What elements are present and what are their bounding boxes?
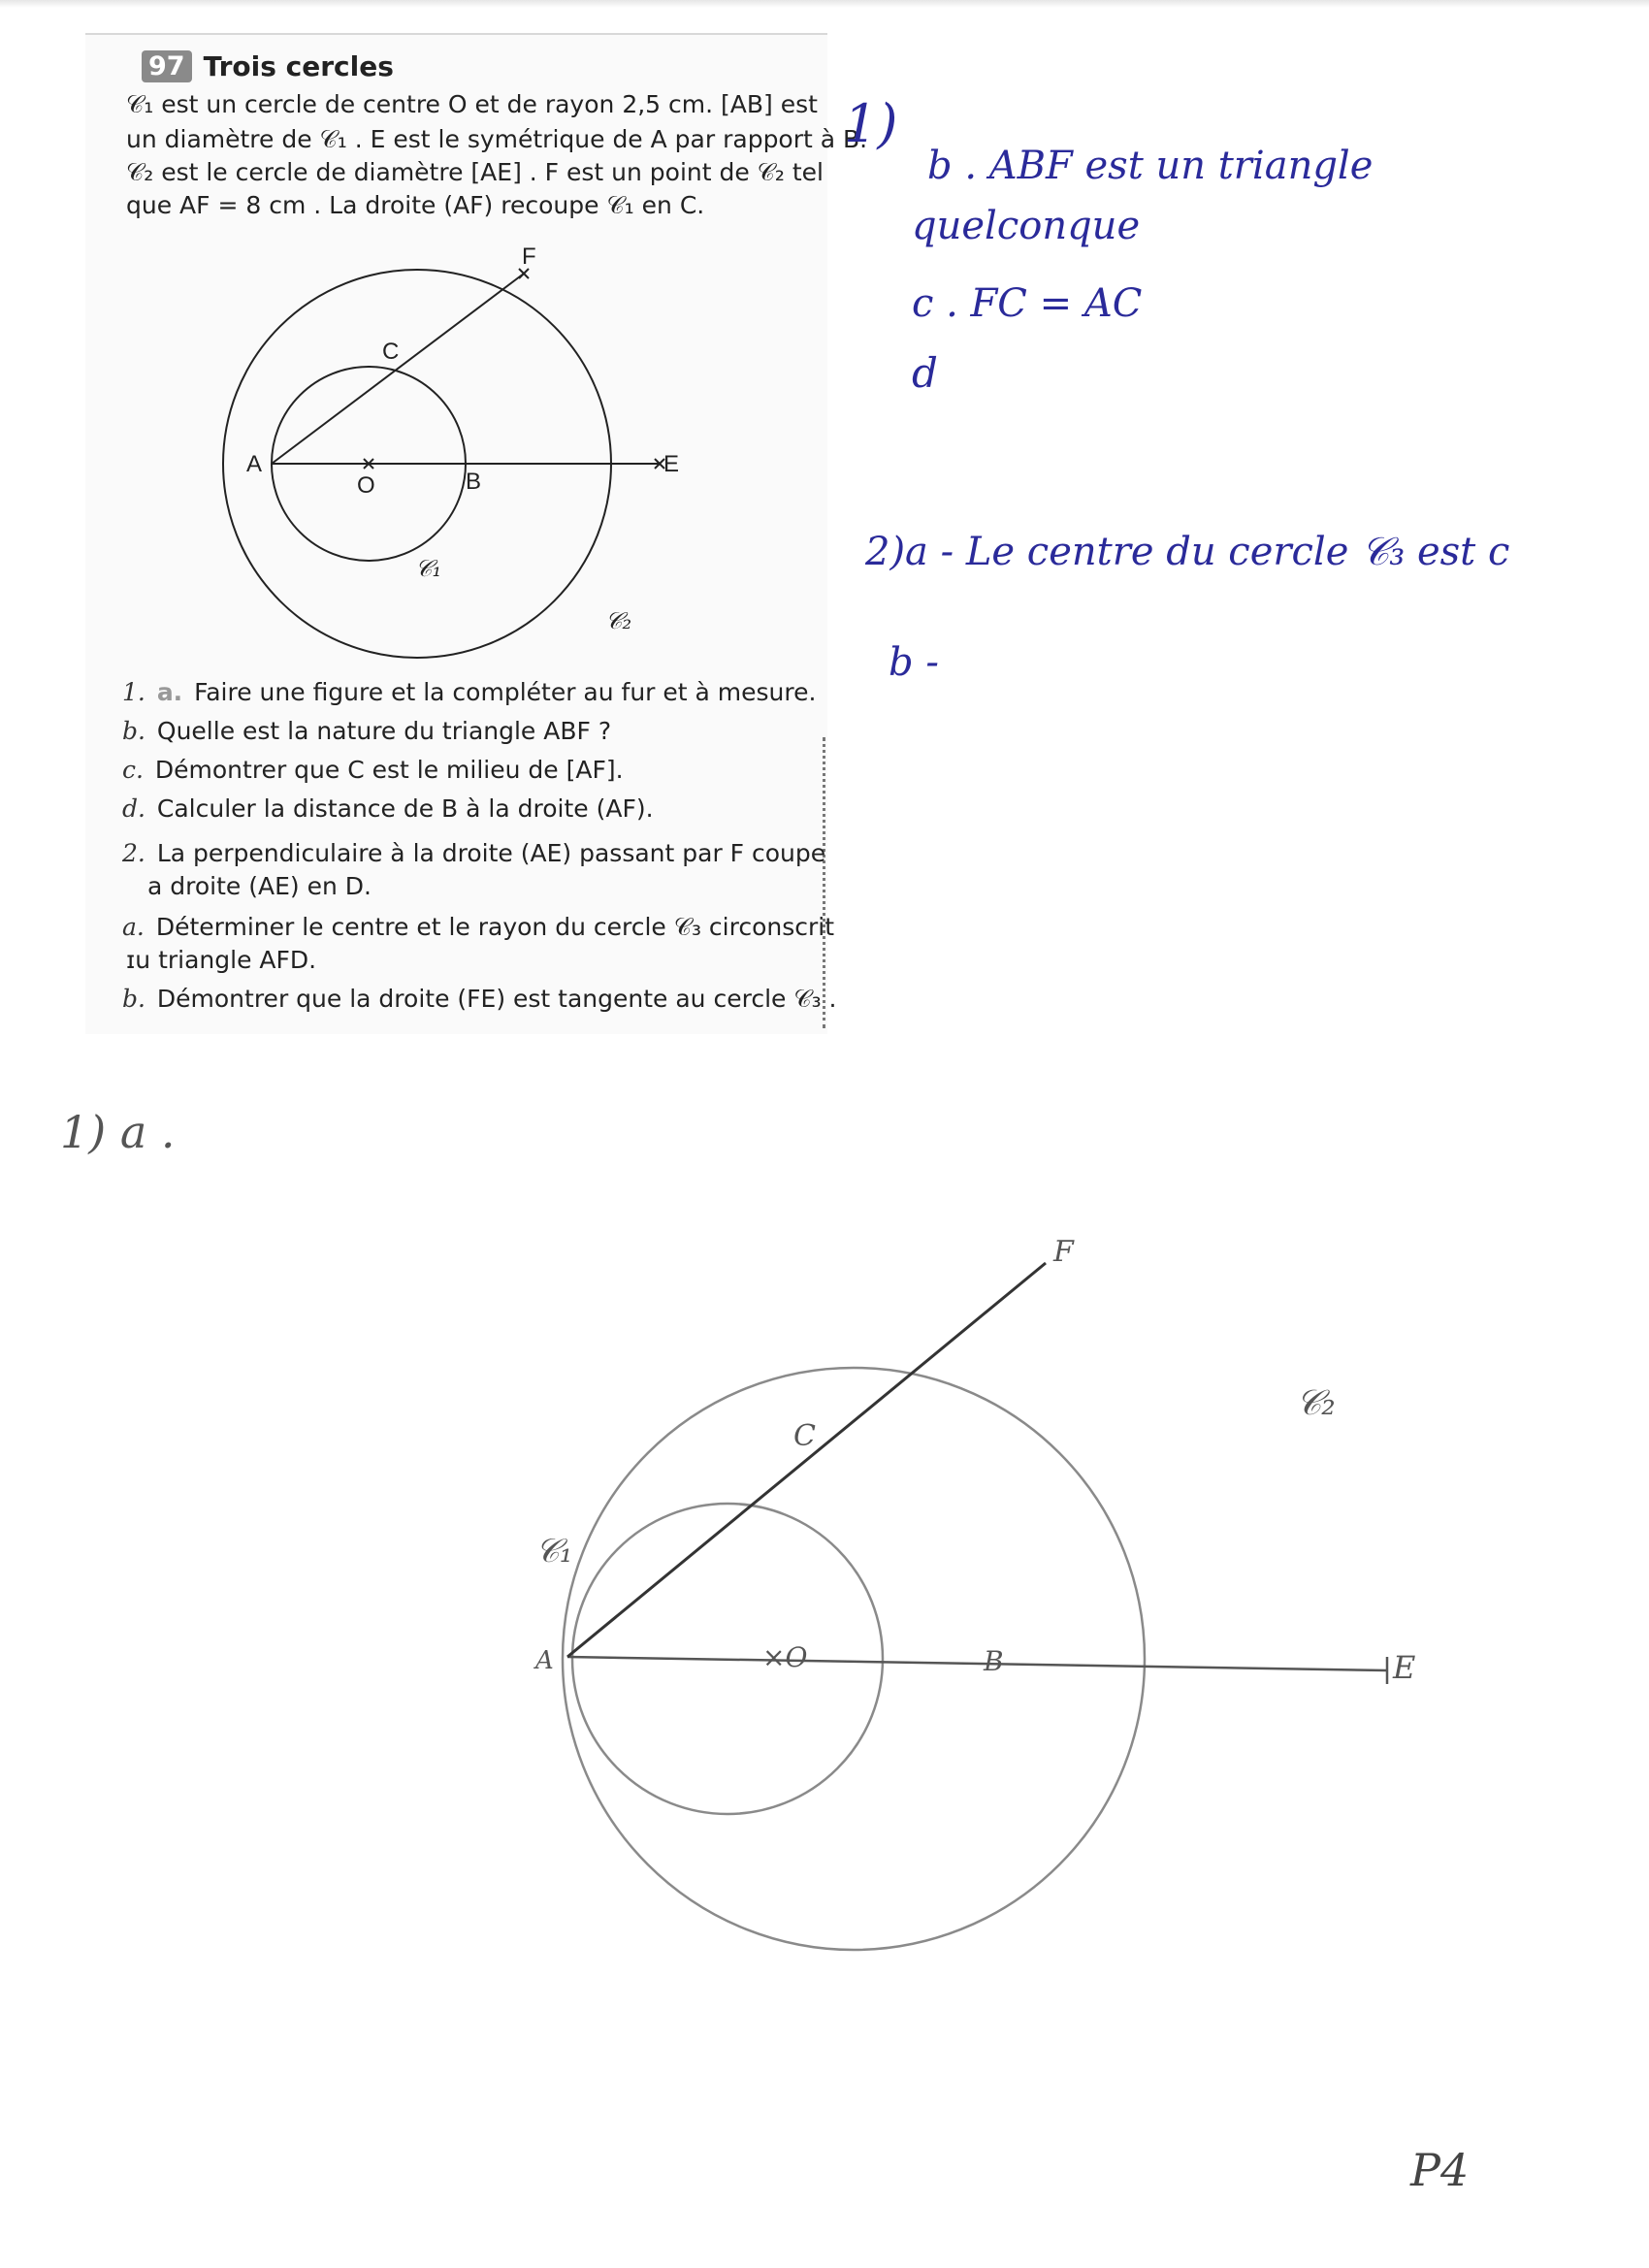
question-sub: d. bbox=[122, 794, 146, 823]
pencil-label-e: E bbox=[1393, 1649, 1416, 1686]
printed-label-e: E bbox=[663, 451, 680, 477]
pencil-label-c1: 𝒞₁ bbox=[535, 1532, 573, 1571]
printed-label-c: C bbox=[382, 339, 400, 365]
pencil-label-c2: 𝒞₂ bbox=[1296, 1383, 1336, 1423]
pencil-label-b: B bbox=[984, 1645, 1004, 1677]
printed-label-f: F bbox=[522, 243, 536, 270]
question-sub: b. bbox=[122, 985, 146, 1013]
question-number: 2. bbox=[122, 839, 146, 867]
pencil-label-c: C bbox=[793, 1419, 816, 1453]
hw-q1d: d bbox=[912, 349, 938, 397]
printed-label-c2: 𝒞₂ bbox=[605, 607, 632, 634]
page-number: P4 bbox=[1410, 2144, 1470, 2196]
printed-mark-f bbox=[519, 269, 529, 278]
question-sub: c. bbox=[122, 756, 144, 784]
pencil-label-a: A bbox=[535, 1646, 554, 1675]
hw-q1-label: 1) bbox=[844, 93, 898, 154]
pencil-label-o: ×O bbox=[762, 1641, 808, 1673]
printed-label-o: O bbox=[357, 472, 375, 499]
hw-q2b: b - bbox=[889, 640, 939, 685]
statement-line-4: que AF = 8 cm . La droite (AF) recoupe 𝒞₁ en C. bbox=[126, 191, 705, 219]
question-text: Quelle est la nature du triangle ABF ? bbox=[156, 717, 612, 745]
pencil-figure-labels bbox=[534, 1235, 1415, 1686]
question-sub: b. bbox=[122, 717, 146, 745]
question-text: Faire une figure et la compléter au fur et à mesure. bbox=[194, 678, 817, 706]
question-sub: a. bbox=[156, 678, 183, 706]
pencil-q1a: 1) a . bbox=[60, 1106, 176, 1158]
hw-q1b: b . ABF est un triangle bbox=[927, 144, 1374, 188]
question-text: Démontrer que la droite (FE) est tangente au cercle 𝒞₃ . bbox=[156, 985, 837, 1013]
pencil-label-f: F bbox=[1053, 1235, 1074, 1269]
question-text: Déterminer le centre et le rayon du cercle 𝒞₃ circonscrit bbox=[155, 913, 835, 941]
question-text: Calculer la distance de B à la droite (AF). bbox=[156, 794, 654, 823]
printed-figure bbox=[223, 269, 664, 658]
question-text: Démontrer que C est le milieu de [AF]. bbox=[154, 756, 624, 784]
question-text: La perpendiculaire à la droite (AE) passant par F coupe bbox=[156, 839, 826, 867]
question-2-cont: a droite (AE) en D. bbox=[147, 872, 372, 900]
statement-line-2: un diamètre de 𝒞₁ . E est le symétrique de A par rapport à B. bbox=[126, 125, 868, 153]
printed-label-c1: 𝒞₁ bbox=[415, 555, 442, 582]
exercise-title: Trois cercles bbox=[203, 50, 394, 82]
exercise-number-badge: 97 bbox=[142, 50, 192, 82]
hw-q1c: c . FC = AC bbox=[912, 281, 1143, 326]
printed-label-b: B bbox=[466, 469, 482, 495]
statement-line-3: 𝒞₂ est le cercle de diamètre [AE] . F est un point de 𝒞₂ tel bbox=[126, 158, 824, 186]
pencil-segment-af bbox=[567, 1263, 1046, 1657]
question-sub: a. bbox=[122, 913, 145, 941]
hw-q1b-cont: quelconque bbox=[912, 204, 1141, 248]
printed-label-a: A bbox=[246, 451, 263, 477]
question-number: 1. bbox=[122, 678, 146, 706]
pencil-segment-ae bbox=[567, 1657, 1387, 1670]
statement-line-1: 𝒞₁ est un cercle de centre O et de rayon 2,5 cm. [AB] est bbox=[126, 90, 818, 118]
hw-q2a: 2)a - Le centre du cercle 𝒞₃ est c bbox=[865, 530, 1510, 574]
question-2a-cont: ɪu triangle AFD. bbox=[126, 946, 317, 974]
pencil-figure bbox=[563, 1263, 1387, 1950]
